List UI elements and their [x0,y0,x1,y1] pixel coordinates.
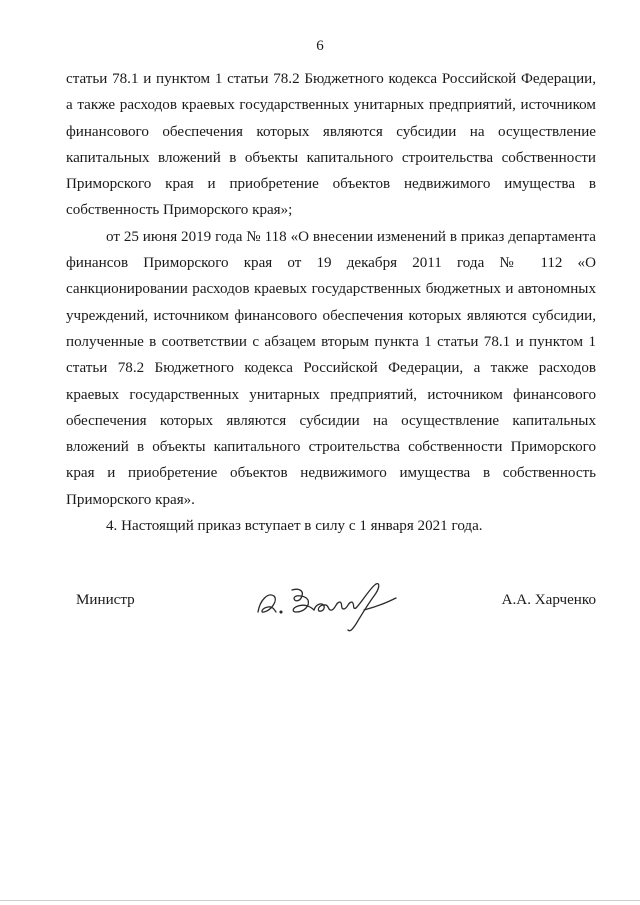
signature-block [0,578,640,638]
page-number: 6 [316,38,324,54]
signatory-name: А.А. Харченко [501,592,596,608]
paragraph-effective-date: 4. Настоящий приказ вступает в силу с 1 января 2021 года. [106,518,483,535]
paragraph-amendment: от 25 июня 2019 года № 118 «О внесении изменений в приказ департамента финансов Приморского края от 19 декабря 2011 года № 112 «О санкционировании расходов краевых государственных бюджетных и автономных учреждений, источником финансового обеспечения которых являются субсидии, полученные в соответствии с абзацем вторым пункта 1 статьи 78.1 и пунктом 1 статьи 78.2 Бюджетного кодекса Российской Федерации, а также расходов краевых государственных унитарных предприятий, источником финансового обеспечения которых являются субсидии на осуществление капитальных вложений в объекты капитального строительства собственности Приморского края и приобретение объектов недвижимого имущества в собственность Приморского края». [66,228,596,508]
paragraph-continuation: статьи 78.1 и пунктом 1 статьи 78.2 Бюджетного кодекса Российской Федерации, а также расходов краевых государственных унитарных предприятий, источником финансового обеспечения которых являются субсидии на осуществление капитальных вложений в объекты капитального строительства собственности Приморского края и приобретение объектов недвижимого имущества в собственность Приморского края»; [66,71,596,219]
signatory-title: Министр [76,592,135,608]
document-body [66,66,596,539]
page-bottom-rule [0,900,640,901]
handwritten-signature [252,578,402,634]
